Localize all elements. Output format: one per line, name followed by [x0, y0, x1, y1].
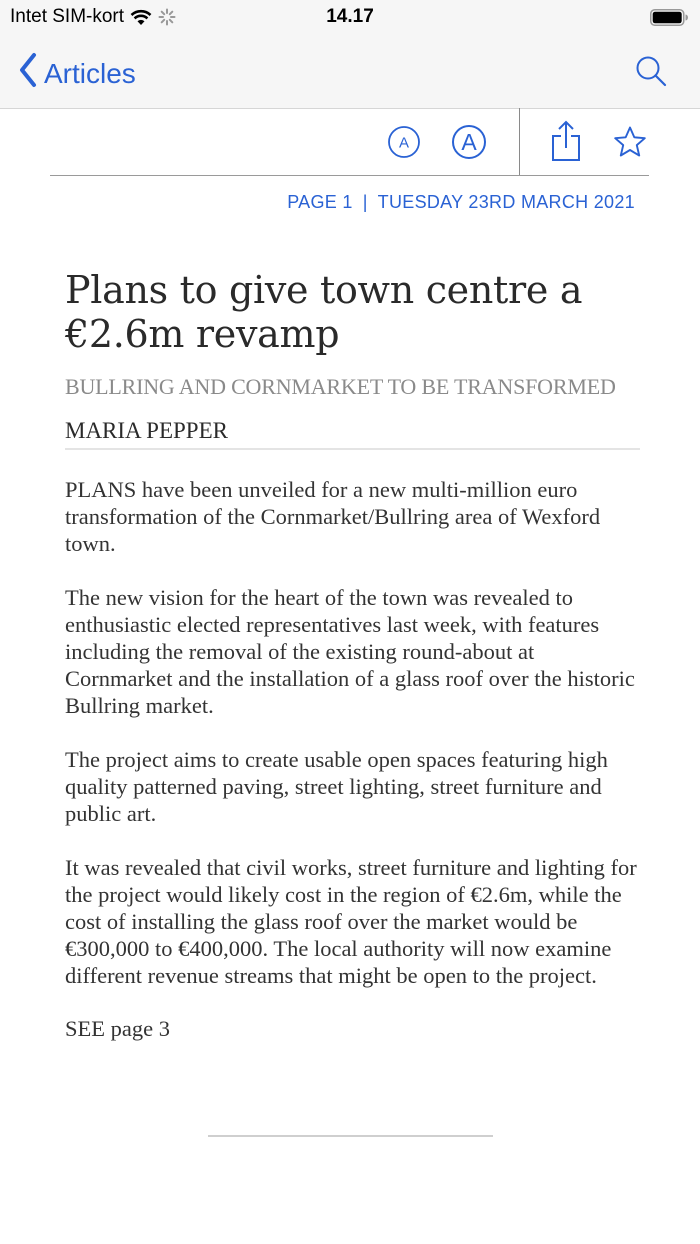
- carrier-label: Intet SIM-kort: [10, 6, 125, 27]
- svg-text:A: A: [461, 129, 477, 155]
- search-button[interactable]: [634, 54, 668, 88]
- byline: MARIA PEPPER: [65, 418, 640, 450]
- article-meta: [287, 192, 635, 213]
- paragraph: It was revealed that civil works, street furniture and lighting for the project would likely cost in the region of €2.6m, while the cost of installing the glass roof over the market would be €300,000 to €400,000. The local authority will now examine different revenue streams that might be open to the project.: [65, 855, 637, 988]
- battery-icon: [650, 9, 686, 25]
- search-icon: [634, 75, 668, 92]
- subheadline: BULLRING AND CORNMARKET TO BE TRANSFORMED: [65, 374, 616, 399]
- top-bars: [0, 0, 700, 109]
- text-size-decrease-icon: [387, 125, 421, 159]
- svg-text:A: A: [398, 134, 410, 152]
- activity-spinner-icon: [158, 8, 176, 26]
- publish-date: TUESDAY 23RD MARCH 2021: [377, 192, 635, 212]
- paragraph: PLANS have been unveiled for a new multi-million euro transformation of the Cornmarket/Bullring area of Wexford town.: [65, 477, 601, 556]
- article-content: [65, 268, 640, 1042]
- bookmark-button[interactable]: [613, 125, 647, 164]
- article-toolbar: [50, 108, 649, 176]
- paragraph: The project aims to create usable open spaces featuring high quality patterned paving, street lighting, street furniture and public art.: [65, 747, 608, 826]
- paragraph: The new vision for the heart of the town was revealed to enthusiastic elected representatives last week, with features including the removal of the existing round-about at Cornmarket and the installation of a glass roof over the historic Bullring market.: [65, 585, 635, 718]
- carrier-group: [10, 6, 176, 28]
- text-size-increase-icon: [451, 124, 487, 160]
- chevron-left-icon: [18, 52, 38, 95]
- share-button[interactable]: [550, 120, 582, 167]
- see-also-reference: SEE page 3: [65, 1016, 170, 1041]
- clock: 14.17: [326, 6, 374, 27]
- status-bar: [0, 0, 700, 36]
- text-size-increase-button[interactable]: [451, 124, 487, 165]
- article-end-divider: [208, 1135, 493, 1137]
- back-label: Articles: [44, 57, 136, 89]
- meta-separator: |: [362, 192, 368, 212]
- page-number: PAGE 1: [287, 192, 353, 212]
- star-icon: [613, 125, 647, 159]
- text-size-decrease-button[interactable]: [387, 125, 421, 164]
- toolbar-divider: [519, 108, 520, 175]
- headline: Plans to give town centre a €2.6m revamp: [65, 268, 583, 356]
- article-body: [65, 476, 640, 989]
- share-icon: [550, 120, 582, 162]
- navigation-bar: [0, 40, 700, 104]
- wifi-icon: [130, 9, 152, 26]
- back-button[interactable]: [18, 52, 136, 95]
